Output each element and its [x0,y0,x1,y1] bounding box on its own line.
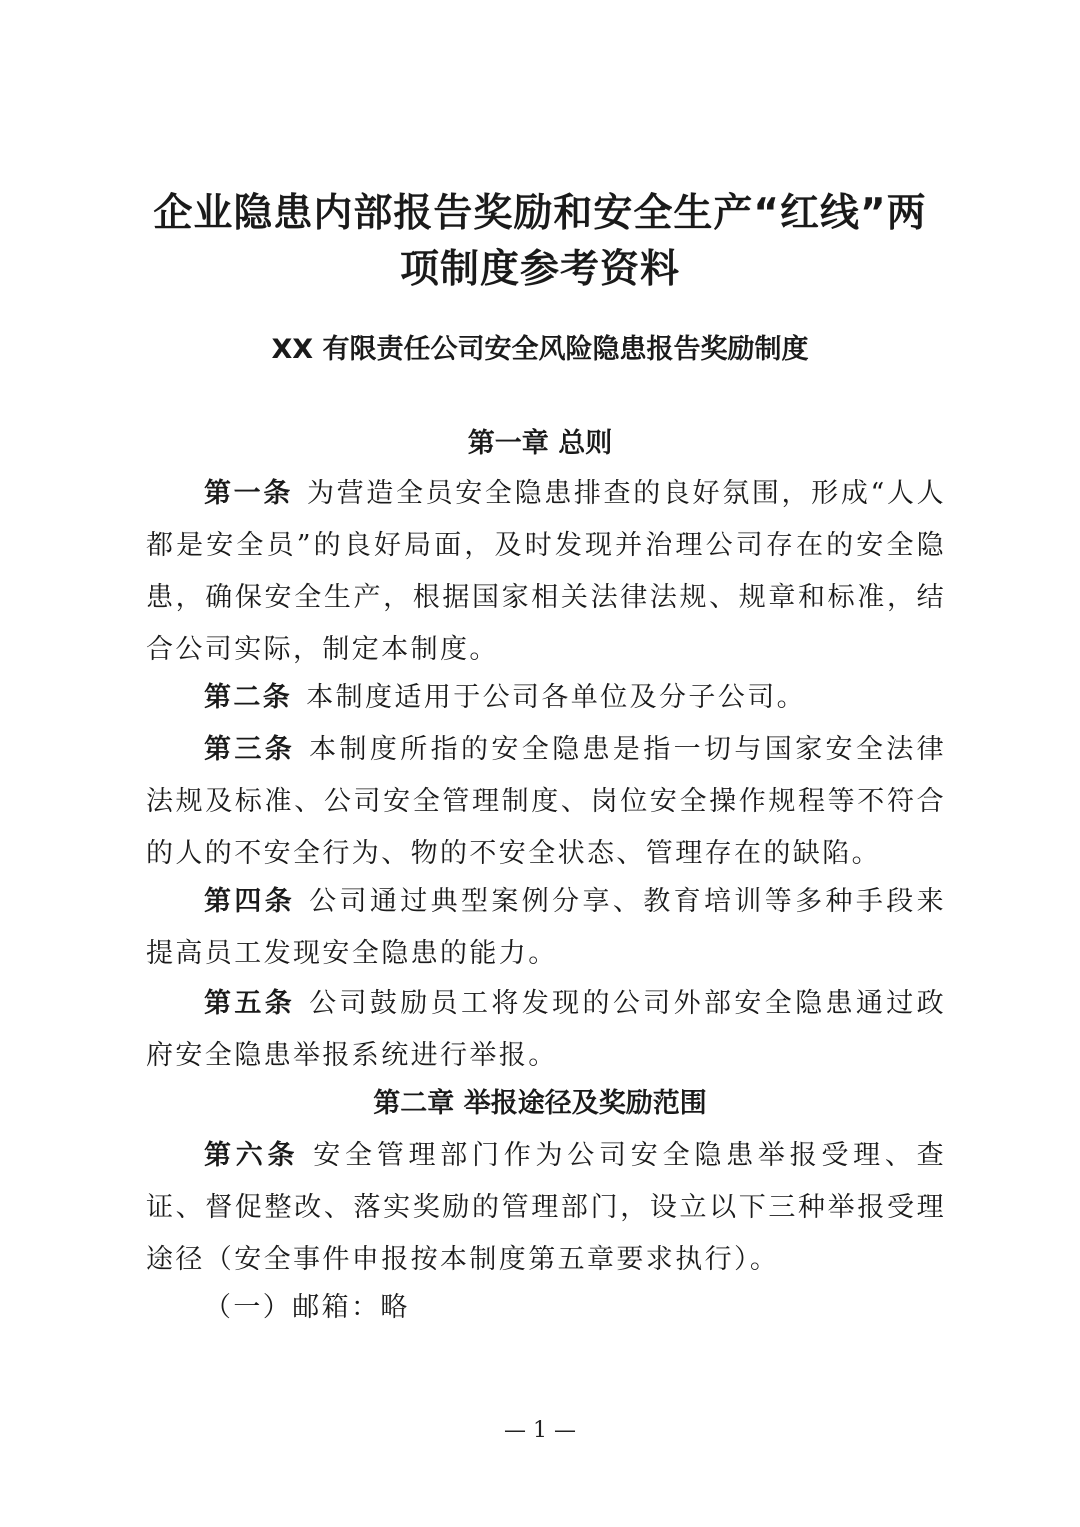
article-5 [146,978,946,1082]
list-item-mailbox: （一）邮箱：略 [204,1292,410,1323]
article-3-text: 本制度所指的安全隐患是指一切与国家安全法律法规及标准、公司安全管理制度、岗位安全操作规程等不符合的人的不安全行为、物的不安全状态、管理存在的缺陷。 [146,734,946,869]
document-subtitle: XX 有限责任公司安全风险隐患报告奖励制度 [271,334,809,365]
article-2 [146,672,946,724]
title-line-2: 项制度参考资料 [399,247,680,292]
page-number: — 1 — [504,1418,576,1443]
article-6-text: 安全管理部门作为公司安全隐患举报受理、查证、督促整改、落实奖励的管理部门，设立以下三种举报受理途径（安全事件申报按本制度第五章要求执行）。 [146,1140,946,1275]
article-2-text: 本制度适用于公司各单位及分子公司。 [306,682,807,713]
article-1-text: 为营造全员安全隐患排查的良好氛围，形成“人人都是安全员”的良好局面，及时发现并治理公司存在的安全隐患，确保安全生产，根据国家相关法律法规、规章和标准，结合公司实际，制定本制度。 [146,478,947,665]
article-4 [146,876,946,980]
title-line-1: 企业隐患内部报告奖励和安全生产“红线”两 [153,191,927,236]
article-4-number: 第四条 [204,886,296,917]
article-3-number: 第三条 [204,734,296,765]
document-title [120,186,960,298]
article-5-text: 公司鼓励员工将发现的公司外部安全隐患通过政府安全隐患举报系统进行举报。 [146,988,946,1071]
article-2-number: 第二条 [204,682,293,713]
article-3 [146,724,946,880]
article-6 [146,1130,946,1286]
article-1-number: 第一条 [204,478,293,509]
chapter-heading-2: 第二章 举报途径及奖励范围 [373,1088,707,1119]
article-6-number: 第六条 [204,1140,300,1171]
chapter-heading-1: 第一章 总则 [467,428,613,459]
article-5-number: 第五条 [204,988,296,1019]
article-1 [146,468,946,676]
article-4-text: 公司通过典型案例分享、教育培训等多种手段来提高员工发现安全隐患的能力。 [146,886,946,969]
